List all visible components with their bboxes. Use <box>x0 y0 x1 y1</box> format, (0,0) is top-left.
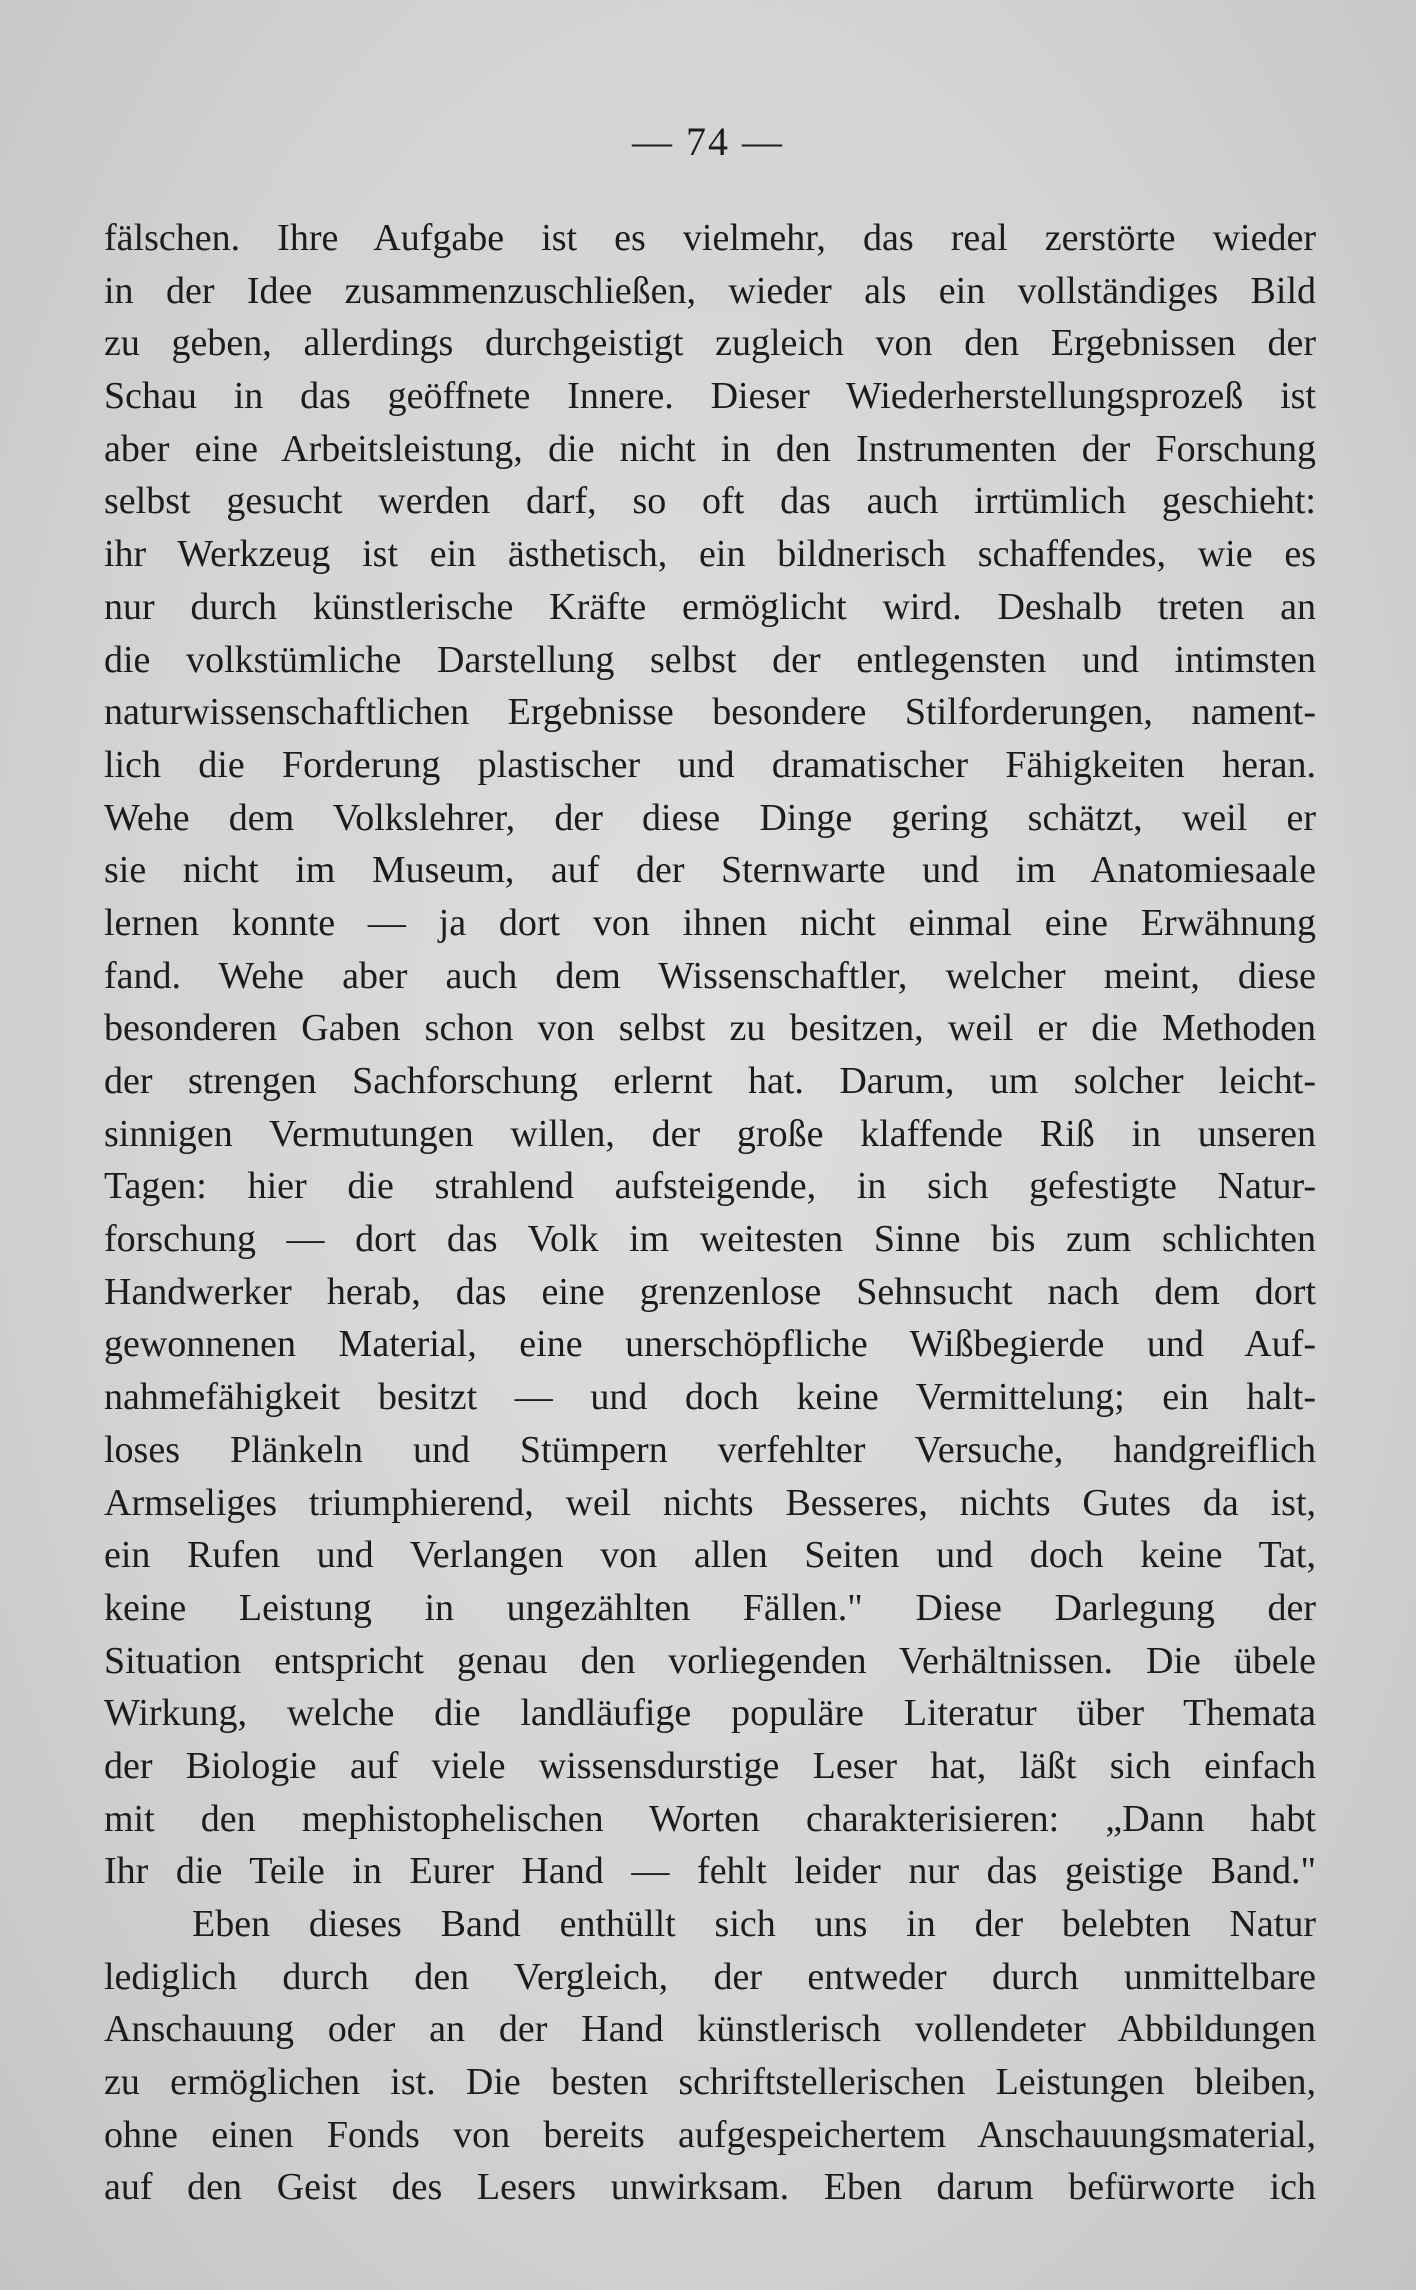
text-line: zu geben, allerdings durchgeistigt zugleich von den Ergebnissen der <box>104 322 1316 365</box>
text-line: ihr Werkzeug ist ein ästhetisch, ein bildnerisch schaffendes, wie es <box>104 533 1316 576</box>
text-line: gewonnenen Material, eine unerschöpfliche Wißbegierde und Auf- <box>104 1323 1316 1366</box>
text-line: nur durch künstlerische Kräfte ermöglicht wird. Deshalb treten an <box>104 585 1316 628</box>
text-line: in der Idee zusammenzuschließen, wieder als ein vollständiges Bild <box>104 269 1316 312</box>
text-line: Handwerker herab, das eine grenzenlose Sehnsucht nach dem dort <box>104 1270 1316 1313</box>
text-line: naturwissenschaftlichen Ergebnisse besondere Stilforderungen, nament- <box>104 691 1316 734</box>
text-line: Tagen: hier die strahlend aufsteigende, in sich gefestigte Natur- <box>104 1165 1316 1208</box>
text-line: besonderen Gaben schon von selbst zu besitzen, weil er die Methoden <box>104 1007 1316 1050</box>
text-line: Situation entspricht genau den vorliegenden Verhältnissen. Die übele <box>104 1639 1316 1682</box>
text-line: der strengen Sachforschung erlernt hat. Darum, um solcher leicht- <box>104 1060 1316 1102</box>
text-line: fand. Wehe aber auch dem Wissenschaftler, welcher meint, diese <box>104 954 1316 997</box>
text-line: forschung — dort das Volk im weitesten Sinne bis zum schlichten <box>104 1218 1316 1261</box>
text-line: lediglich durch den Vergleich, der entweder durch unmittelbare <box>104 1955 1316 1998</box>
body-text <box>104 212 1316 2214</box>
text-line: nahmefähigkeit besitzt — und doch keine Vermittelung; ein halt- <box>104 1376 1316 1419</box>
text-line: Wehe dem Volkslehrer, der diese Dinge gering schätzt, weil er <box>104 796 1316 839</box>
text-line: auf den Geist des Lesers unwirksam. Eben darum befürworte ich <box>104 2166 1316 2209</box>
text-line: Ihr die Teile in Eurer Hand — fehlt leider nur das geistige Band." <box>104 1850 1316 1893</box>
text-line: ohne einen Fonds von bereits aufgespeichertem Anschauungsmaterial, <box>104 2113 1316 2156</box>
text-line: Schau in das geöffnete Innere. Dieser Wiederherstellungsprozeß ist <box>104 375 1316 418</box>
text-line: Wirkung, welche die landläufige populäre Literatur über Themata <box>104 1692 1316 1735</box>
text-line: fälschen. Ihre Aufgabe ist es vielmehr, das real zerstörte wieder <box>104 217 1316 259</box>
text-line: mit den mephistophelischen Worten charakterisieren: „Dann habt <box>104 1797 1316 1840</box>
page-number: — 74 — <box>632 119 784 164</box>
text-line: Eben dieses Band enthüllt sich uns in der belebten Natur <box>192 1903 1316 1945</box>
text-line: lich die Forderung plastischer und dramatischer Fähigkeiten heran. <box>104 743 1316 786</box>
text-line: ein Rufen und Verlangen von allen Seiten und doch keine Tat, <box>104 1534 1316 1577</box>
text-line: loses Plänkeln und Stümpern verfehlter Versuche, handgreiflich <box>104 1428 1316 1471</box>
text-line: sinnigen Vermutungen willen, der große klaffende Riß in unseren <box>104 1112 1316 1155</box>
text-line: Armseliges triumphierend, weil nichts Besseres, nichts Gutes da ist, <box>104 1481 1316 1524</box>
text-line: lernen konnte — ja dort von ihnen nicht einmal eine Erwähnung <box>104 901 1316 944</box>
text-line: selbst gesucht werden darf, so oft das auch irrtümlich geschieht: <box>104 480 1316 523</box>
text-line: die volkstümliche Darstellung selbst der entlegensten und intimsten <box>104 638 1316 681</box>
text-line: Anschauung oder an der Hand künstlerisch vollendeter Abbildungen <box>104 2008 1316 2051</box>
text-line: sie nicht im Museum, auf der Sternwarte und im Anatomiesaale <box>104 849 1316 892</box>
text-line: der Biologie auf viele wissensdurstige Leser hat, läßt sich einfach <box>104 1744 1316 1787</box>
text-line: aber eine Arbeitsleistung, die nicht in den Instrumenten der Forschung <box>104 427 1316 470</box>
text-line: keine Leistung in ungezählten Fällen." Diese Darlegung der <box>104 1586 1316 1629</box>
text-line: zu ermöglichen ist. Die besten schriftstellerischen Leistungen bleiben, <box>104 2061 1316 2104</box>
